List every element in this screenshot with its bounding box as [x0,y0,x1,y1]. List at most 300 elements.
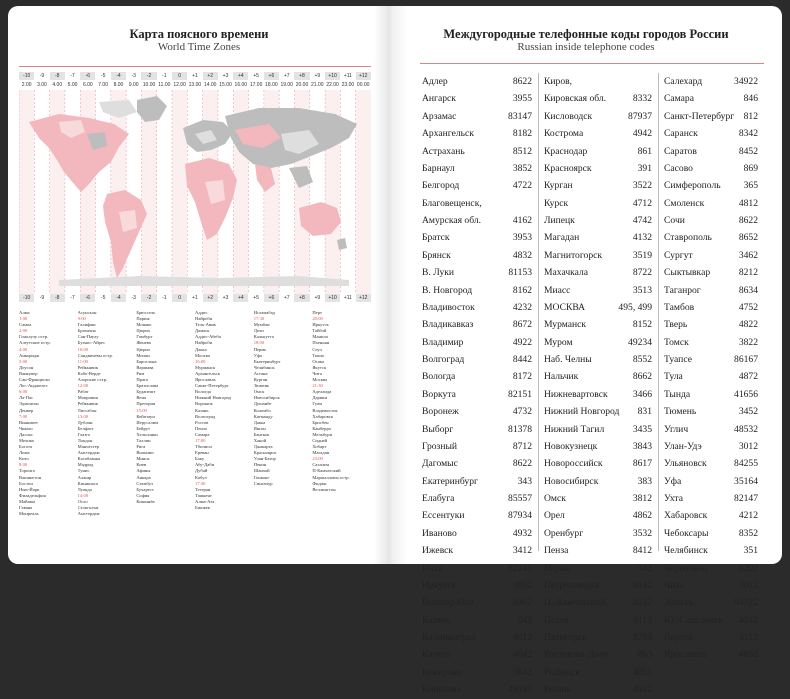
phone-code-row [420,316,538,333]
city-name: Кинишаса [77,480,98,486]
city-name: Алеутские остр. [19,340,51,346]
timezone-offset-label: -8 [50,294,65,302]
city-name: Дакка [195,346,207,352]
timezone-offset-label: +5 [253,73,259,79]
phone-code: 81378 [508,423,532,435]
city-name: Томск [664,336,689,348]
city-name: Брисбен [312,419,329,425]
city-name: Цюрих [136,346,151,352]
city-name: Магадан [544,232,580,244]
phone-code: 495, 499 [618,301,652,313]
phone-code: 8172 [512,371,532,383]
city-name: Иерусалим [136,419,159,425]
phone-code: 351 [743,545,758,557]
timezone-offset-label: +11 [343,295,352,301]
phone-code: 4242 [738,614,758,626]
city-name: Бейрут [136,425,151,431]
city-name: Тайбэй [312,328,327,334]
timezone-stripe [126,90,141,294]
city-name: П-Камчатский [312,468,341,474]
city-name: Сахалин [312,462,329,468]
city-name: Анкара [136,474,151,480]
phone-code-row [658,577,764,594]
city-name: Афины [136,468,151,474]
phone-code-row [658,177,764,194]
phone-code-row [658,629,764,646]
city-name: Кострома [544,128,584,140]
phone-code: 4862 [632,510,652,522]
phone-code: 3843 [632,440,652,452]
timezone-offset-label: +10 [325,294,340,302]
phone-code: 4212 [738,510,758,522]
city-time: 21:30 [312,383,323,389]
city-name: Миасс [544,284,571,296]
phone-code-row [538,525,658,542]
phone-code: 4112 [739,632,758,643]
phone-code-row [658,316,764,333]
city-name: Рейкьявик [77,364,98,370]
timezone-offset-label: 0 [172,294,187,302]
phone-code: 4732 [512,406,532,418]
phone-code-row [658,143,764,160]
city-name: Монреаль [19,511,39,517]
phone-code-row [420,212,538,229]
city-time: 6:00 [19,389,28,395]
phone-code-row [658,299,764,316]
phone-code: 8622 [512,458,532,470]
city-name: Владивосток [422,301,475,313]
city-name: Лиссабон [77,407,97,413]
phone-codes-table [420,73,764,696]
phone-code: 48532 [734,423,758,435]
timezone-time-label: 12.00 [173,82,186,88]
city-name: Улан-Удэ [664,440,702,452]
timezone-time-label: 15.00 [219,82,232,88]
city-name: Чита [312,370,322,376]
city-name: Виннипег [19,419,39,425]
city-name: Монровия [77,395,98,401]
city-name: Ярославль [195,377,216,383]
city-name: Тюмень [664,406,697,418]
timezone-offset-label: +3 [222,295,229,301]
phone-code: 3953 [512,232,532,244]
timezone-offset-label: +12 [356,72,371,80]
phone-code: 869 [743,162,758,174]
phone-code-row [538,160,658,177]
city-time: 18:00 [253,340,265,346]
phone-code: 383 [637,475,652,487]
phone-code: 3532 [632,527,652,539]
phone-code: 8202 [738,562,758,574]
city-name: Будапешт [136,389,156,395]
phone-code-row [658,73,764,90]
city-name: Махачкала [544,267,589,279]
phone-code: 4872 [738,371,758,383]
city-name: Воронеж [422,406,459,418]
phone-code-row [420,125,538,142]
city-name: Ташкент [195,492,212,498]
codes-column-1 [420,73,538,696]
phone-code-row [538,507,658,524]
phone-code: 8332 [632,93,652,105]
phone-code-row [658,507,764,524]
city-name: Баку [195,456,205,462]
timezone-offset-label: +9 [314,73,321,79]
city-name: Прага [136,377,148,383]
book-gutter [374,6,408,564]
city-time: 1:00 [19,316,28,322]
city-name: Осака [312,358,325,364]
city-name: Пятигорск [544,632,587,643]
city-name: Сидней [312,437,328,443]
city-time: 5:00 [19,358,28,364]
phone-code: 8142 [632,579,652,591]
city-name: Выборг [422,423,454,435]
timezone-offset-label: +5 [253,295,259,301]
phone-code: 8442 [512,354,532,365]
city-name: Денвер [19,407,34,413]
phone-code-row [658,334,764,351]
phone-code-row [538,143,658,160]
phone-code-row [538,108,658,125]
city-name: Майами [19,498,35,504]
phone-code: 3522 [632,180,652,192]
phone-code: 4942 [632,128,652,140]
city-name: Нижний Новгород [544,406,620,418]
phone-code: 3519 [632,249,652,261]
city-name: Гуам [312,401,323,407]
city-name: Симферополь [664,180,721,192]
city-name: Претория [136,401,156,407]
city-name: Нижний Новгород [195,395,232,401]
city-name: Чебоксары [664,527,709,539]
phone-code-row [658,421,764,438]
timezone-offset-label: -10 [19,72,34,80]
timezone-time-label: 21.00 [311,82,324,88]
city-time: 17:30 [195,480,206,486]
city-name: Инта [422,562,443,574]
city-name: В. Луки [422,267,455,279]
city-name: Сеул [312,346,322,352]
city-column [312,310,371,554]
city-name: Ханой [253,437,267,443]
phone-code-row [538,612,658,629]
phone-code-row [658,108,764,125]
timezone-offset-label: -4 [111,72,126,80]
city-name: Нальчик [544,371,579,383]
phone-code: 8672 [512,319,532,331]
city-name: Ванкувер [19,370,38,376]
city-name: Касабланка [77,456,101,462]
timezone-time-label: 11.00 [158,82,171,88]
city-name: Якутск [664,632,693,643]
timezone-offset-label: -2 [141,294,156,302]
city-name: Ла-Пас [19,395,34,401]
city-name: Ю.-Сахалинск [664,614,724,626]
phone-code-row [538,73,658,90]
city-name: Белгород [422,180,460,192]
city-name: Орел [544,510,565,522]
city-name: Чита [664,579,684,591]
city-name: Бишкек [195,505,211,510]
timezone-offset-label: +4 [233,294,248,302]
city-name: Маршалловы остр. [312,474,350,480]
phone-code-row [420,229,538,246]
phone-code: 8352 [738,527,758,539]
city-name: Уфа [253,352,262,358]
city-name: Барнаул [422,162,455,174]
city-name: Тамбов [664,301,695,313]
phone-code-row [420,594,538,611]
city-name: Архангельск [422,128,474,140]
city-column [195,310,254,554]
phone-code-row [420,507,538,524]
timezone-offset-label: +3 [222,73,229,79]
city-name: Омск [253,389,265,395]
city-name: Стокгольм [77,505,99,510]
city-name: Янгон [253,425,266,431]
city-column [78,310,137,554]
phone-code: 8712 [512,440,532,452]
city-name: Омск [544,493,566,504]
city-name: Тунис [77,468,90,474]
city-name: Краснодар [544,145,588,157]
city-name: Новокузнецк [544,440,598,452]
city-name: Мумбаи [253,322,270,328]
timezone-offset-label: -6 [80,294,95,302]
phone-code: 4932 [512,527,532,539]
phone-code-row [538,490,658,507]
city-time: 16:00 [195,358,206,364]
city-time: 4:00 [19,346,28,352]
phone-code-row [420,143,538,160]
phone-code: 81153 [508,267,532,279]
phone-code-row [658,612,764,629]
city-name: Сургут [664,249,693,261]
phone-code: 8162 [512,284,532,296]
phone-code-row [658,282,764,299]
city-name: Сасово [664,162,693,174]
phone-code-row [538,282,658,299]
city-name: Кировская обл. [544,93,607,105]
timezone-stripe [356,90,371,294]
city-name: Самара [195,431,210,437]
city-name: П.-Камчатский [544,597,606,609]
phone-code-row [658,247,764,264]
timezone-offset-label: -6 [80,72,95,80]
city-name: Бангкок [253,431,270,437]
city-name: Аддис-Абеба [195,334,221,340]
timezone-time-label: 3.00 [37,82,47,88]
city-name: Манила [312,334,328,340]
phone-code: 4722 [512,180,532,192]
city-name: Салехард [664,76,703,87]
city-time: 17:30 [253,316,265,322]
city-name: Казань [195,407,209,413]
city-name: Амстердам [77,511,100,517]
city-name: Дагомыс [422,458,458,470]
city-name: Гонконг [253,474,270,480]
timezone-stripe [172,90,187,294]
phone-code-row [420,455,538,472]
phone-code: 4162 [512,215,532,226]
city-name: МОСКВА [544,301,586,313]
right-page-subtitle: Russian inside telephone codes [517,41,655,53]
city-name: Наб. Челны [544,354,592,365]
city-name: Самоа [19,322,32,328]
timezone-offset-label: +7 [283,295,290,301]
city-name: Братск [422,232,450,244]
timezone-offset-label: -7 [70,73,75,79]
city-name: Аддис [195,310,208,315]
phone-code: 342 [637,562,652,574]
timezone-offset-label: +4 [233,72,248,80]
city-name: София [136,492,150,498]
city-name: Смоленск [664,197,705,209]
timezone-time-label: 5.00 [67,82,78,88]
city-name: Амурская обл. [422,215,482,226]
timezone-offset-label: -5 [100,295,106,301]
phone-code-row [538,386,658,403]
timezone-time-label: 20.00 [295,82,309,88]
right-title-rule [420,63,764,64]
city-name: Новосибирск [253,395,280,401]
phone-code-row [538,473,658,490]
timezone-offset-label: -5 [100,73,106,79]
timezone-time-label: 00.00 [356,82,370,88]
city-name: Алма [19,310,30,315]
city-name: Нижневартовск [544,388,608,400]
city-name: Аделаида [312,389,332,395]
city-name: Вологда [422,371,456,383]
phone-code: 8182 [512,128,532,140]
phone-code: 3842 [512,666,532,678]
phone-code: 846 [743,93,758,105]
city-name: Женева [136,340,151,346]
timezone-offset-label: +2 [203,72,218,80]
timezone-offset-label: -7 [70,295,75,301]
phone-code-row [538,247,658,264]
city-name: Ставрополь [664,232,712,244]
city-name: Пермь [253,346,267,352]
phone-code: 3466 [632,388,652,400]
city-time: 8:00 [19,462,28,468]
phone-code: 87937 [628,110,652,122]
city-name: Кишинёв [136,498,155,504]
city-name: Нью-Йорк [19,486,40,492]
phone-code: 8622 [512,76,532,87]
city-name: Дакка [253,419,266,425]
phone-code: 4912 [632,684,652,696]
city-name: Цюрих [136,328,151,334]
timezone-offset-label: +10 [325,72,340,80]
city-name: Владимир [422,336,464,348]
city-name: Мехико [19,437,35,443]
city-name: Ижевск [422,545,454,557]
phone-code: 4832 [512,249,532,261]
phone-code-row [658,455,764,472]
timezone-offset-label: +8 [294,294,309,302]
phone-code-row [658,542,764,559]
phone-code: 843 [517,614,532,626]
timezone-offset-label: -10 [19,294,34,302]
city-name: Дубай [195,468,208,474]
phone-code: 8617 [632,458,652,470]
city-name: Волгоград [422,354,465,365]
phone-code: 863 [637,649,652,661]
city-name: Москва [195,352,210,358]
city-name: Ереван [195,450,209,456]
phone-code-row [420,195,538,212]
city-name: Абу-Даби [195,462,215,468]
phone-code: 4922 [512,336,532,348]
city-name: Йошкар-Ола [422,597,474,609]
city-name: Рейкьявик [77,401,98,407]
city-name: Рязань [544,684,571,696]
phone-code: 812 [743,110,758,122]
phone-code-row [538,212,658,229]
city-name: Магнитогорск [544,249,603,261]
city-name: Череповец [664,562,708,574]
city-name: Екатеринбург [422,475,478,487]
phone-code: 35164 [734,475,758,487]
city-name: Арзамас [422,110,457,122]
city-name: Волгоград [195,413,216,419]
city-name: Тель-Авив [195,322,216,328]
codes-column-2 [538,73,658,696]
city-name: Таллин [136,437,151,443]
city-name: Пекин [253,462,267,468]
city-name: Кинешма [422,684,461,696]
phone-code-row [538,646,658,663]
phone-code: 861 [637,145,652,157]
timezone-time-label: 14.00 [203,82,217,88]
city-name: Иркутск [422,579,457,591]
city-name: Тверь [664,319,688,331]
city-name: Ярославль [664,649,708,661]
phone-code-row [538,229,658,246]
city-time: 13:00 [77,413,89,419]
city-column [254,310,313,554]
phone-code-row [420,160,538,177]
timezone-offset-label: +1 [192,295,198,301]
timezone-offset-label: 0 [172,72,187,80]
city-name: Лос-Анджелес [19,383,48,389]
city-name: Токио [312,352,325,358]
city-name: Алжир [77,474,92,480]
phone-code-row [420,108,538,125]
city-name: Луанда [77,486,92,492]
timezone-offset-row-bottom [19,294,371,302]
city-name: Сыктывкар [664,267,711,279]
city-name: Владивосток [312,407,338,413]
phone-code-row [420,351,538,368]
phone-code-row [538,351,658,368]
city-name: Красноярск [253,450,277,456]
timezone-offset-label: -9 [39,295,45,301]
phone-code: 4232 [512,301,532,313]
city-time-list [19,310,371,554]
phone-code-row [420,368,538,385]
city-name: Рим [136,370,145,376]
city-name: Рабат [77,389,89,395]
phone-code-row [658,195,764,212]
city-name: Рыбинск [544,666,580,678]
city-name: Доусон [19,364,34,370]
phone-code: 8152 [632,319,652,331]
city-time: 12:00 [77,383,89,389]
city-name: Сан-Франциско [19,377,50,383]
